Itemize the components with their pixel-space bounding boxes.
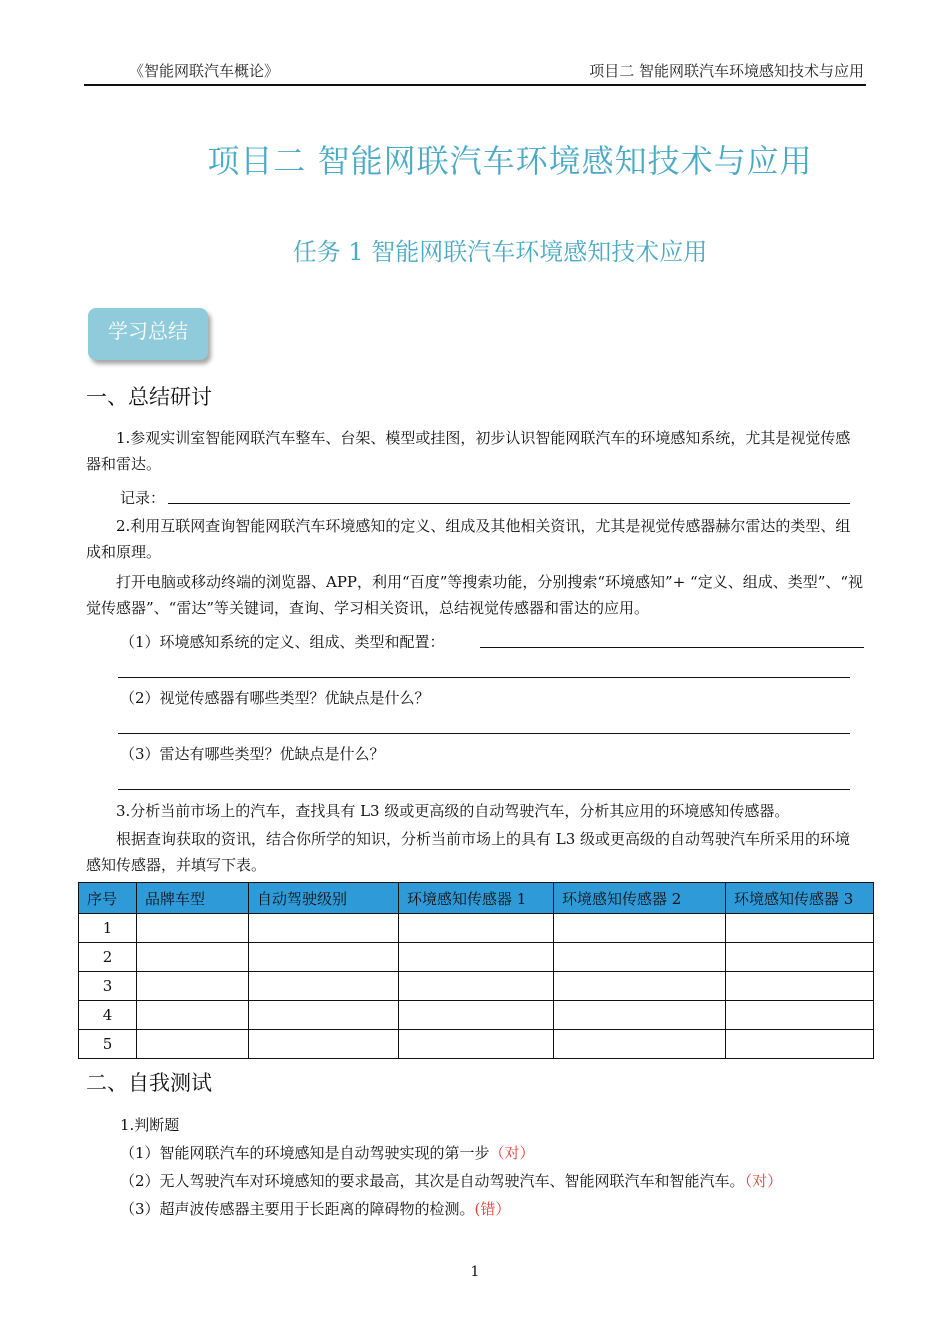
- table-header-cell: 自动驾驶级别: [249, 883, 399, 914]
- task-subtitle: 任务 1 智能网联汽车环境感知技术应用: [292, 238, 708, 266]
- sensor-table: [78, 882, 874, 1059]
- section-badge: 学习总结: [88, 308, 208, 360]
- judgement-answer: （对）: [744, 1172, 783, 1190]
- paragraph-item-2-detail: 打开电脑或移动终端的浏览器、APP，利用“百度”等搜索功能，分别搜索“环境感知”+ “定义、组成、类型”、“视觉传感器”、“雷达”等关键词，查询、学习相关资讯，总结视觉传感器和雷达的应用。: [86, 573, 864, 617]
- row-number: 2: [79, 943, 137, 972]
- answer-line-1b: [118, 677, 850, 678]
- header-book-title: 《智能网联汽车概论》: [129, 62, 280, 80]
- table-cell[interactable]: [399, 1030, 554, 1059]
- section-heading-summary: 一、总结研讨: [86, 385, 212, 409]
- table-row: [79, 1030, 874, 1059]
- row-number: 3: [79, 972, 137, 1001]
- table-cell[interactable]: [249, 943, 399, 972]
- answer-line-3: [118, 789, 850, 790]
- table-row: [79, 914, 874, 943]
- judgement-text: （1）智能网联汽车的环境感知是自动驾驶实现的第一步: [120, 1144, 490, 1162]
- row-number: 5: [79, 1030, 137, 1059]
- table-cell[interactable]: [726, 972, 874, 1001]
- table-cell[interactable]: [726, 1030, 874, 1059]
- table-header-cell: 环境感知传感器 3: [726, 883, 874, 914]
- table-header-cell: 环境感知传感器 1: [399, 883, 554, 914]
- table-cell[interactable]: [137, 1001, 249, 1030]
- table-cell[interactable]: [249, 914, 399, 943]
- answer-line-1a: [480, 647, 864, 648]
- table-row: [79, 943, 874, 972]
- table-cell[interactable]: [726, 943, 874, 972]
- answer-line-2: [118, 733, 850, 734]
- table-cell[interactable]: [137, 972, 249, 1001]
- record-label: 记录：: [120, 489, 166, 507]
- table-cell[interactable]: [137, 1030, 249, 1059]
- row-number: 1: [79, 914, 137, 943]
- table-header-cell: 品牌车型: [137, 883, 249, 914]
- judgement-item-3: [120, 1198, 510, 1219]
- table-cell[interactable]: [137, 914, 249, 943]
- table-row: [79, 1001, 874, 1030]
- judgement-text: （2）无人驾驶汽车对环境感知的要求最高，其次是自动驾驶汽车、智能网联汽车和智能汽车。: [120, 1172, 745, 1190]
- row-number: 4: [79, 1001, 137, 1030]
- question-1: （1）环境感知系统的定义、组成、类型和配置：: [120, 633, 445, 651]
- paragraph-item-1: 1.参观实训室智能网联汽车整车、台架、模型或挂图，初步认识智能网联汽车的环境感知系统，尤其是视觉传感器和雷达。: [86, 429, 851, 473]
- table-cell[interactable]: [554, 914, 726, 943]
- judgement-answer: （对）: [489, 1144, 535, 1162]
- judgement-item-2: [120, 1170, 782, 1191]
- question-2: （2）视觉传感器有哪些类型？优缺点是什么？: [120, 689, 430, 707]
- question-3: （3）雷达有哪些类型？优缺点是什么？: [120, 745, 385, 763]
- header-chapter-title: 项目二 智能网联汽车环境感知技术与应用: [589, 62, 864, 80]
- table-cell[interactable]: [726, 1001, 874, 1030]
- judgement-answer: (错）: [474, 1200, 511, 1218]
- table-cell[interactable]: [399, 914, 554, 943]
- table-cell[interactable]: [249, 1030, 399, 1059]
- paragraph-item-3: 3.分析当前市场上的汽车，查找具有 L3 级或更高级的自动驾驶汽车，分析其应用的环境感知传感器。: [116, 802, 790, 820]
- table-cell[interactable]: [399, 1001, 554, 1030]
- page-title: 项目二 智能网联汽车环境感知技术与应用: [207, 142, 813, 180]
- table-cell[interactable]: [399, 943, 554, 972]
- judgement-text: （3）超声波传感器主要用于长距离的障碍物的检测。: [120, 1200, 475, 1218]
- paragraph-item-3-detail: 根据查询获取的资讯，结合你所学的知识，分析当前市场上的具有 L3 级或更高级的自动驾驶汽车所采用的环境感知传感器，并填写下表。: [86, 830, 851, 874]
- table-header-row: [79, 883, 874, 914]
- table-cell[interactable]: [399, 972, 554, 1001]
- table-cell[interactable]: [137, 943, 249, 972]
- header-divider: [84, 84, 866, 86]
- table-row: [79, 972, 874, 1001]
- record-answer-line: [168, 503, 850, 504]
- paragraph-item-2: 2.利用互联网查询智能网联汽车环境感知的定义、组成及其他相关资讯，尤其是视觉传感器赫尔雷达的类型、组成和原理。: [86, 517, 851, 561]
- table-cell[interactable]: [249, 972, 399, 1001]
- table-header-cell: 序号: [79, 883, 137, 914]
- table-cell[interactable]: [249, 1001, 399, 1030]
- table-cell[interactable]: [554, 1030, 726, 1059]
- judgement-item-1: [120, 1142, 535, 1163]
- table-cell[interactable]: [554, 972, 726, 1001]
- page-number: 1: [470, 1264, 480, 1280]
- table-cell[interactable]: [554, 1001, 726, 1030]
- table-cell[interactable]: [554, 943, 726, 972]
- true-false-heading: 1.判断题: [120, 1116, 180, 1134]
- section-heading-self-test: 二、自我测试: [86, 1071, 212, 1095]
- table-header-cell: 环境感知传感器 2: [554, 883, 726, 914]
- table-cell[interactable]: [726, 914, 874, 943]
